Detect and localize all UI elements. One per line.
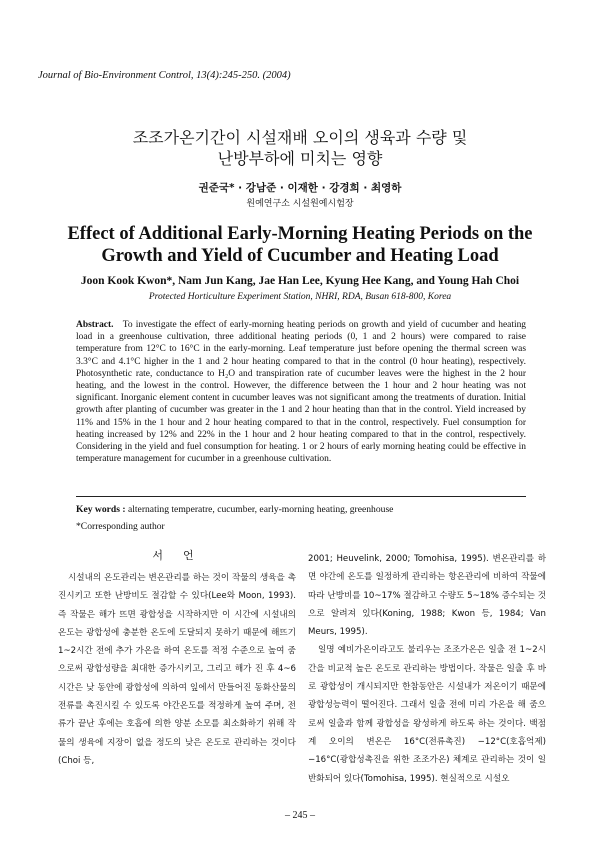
section-heading-introduction: 서언 bbox=[152, 549, 214, 562]
body-column-right bbox=[308, 550, 546, 788]
english-title-line1: Effect of Additional Early-Morning Heating Periods on the bbox=[67, 224, 533, 244]
korean-title-line1: 조조가온기간이 시설재배 오이의 생육과 수량 및 bbox=[132, 128, 468, 147]
keywords bbox=[76, 504, 536, 515]
english-title-line2: Growth and Yield of Cucumber and Heating Load bbox=[101, 246, 499, 266]
korean-title-line2: 난방부하에 미치는 영향 bbox=[217, 149, 383, 168]
english-affiliation: Protected Horticulture Experiment Station, NHRI, RDA, Busan 618-800, Korea bbox=[148, 292, 452, 302]
journal-citation: Journal of Bio-Environment Control, 13(4):245-250. (2004) bbox=[38, 70, 291, 81]
keywords-text: alternating temperatre, cucumber, early-morning heating, greenhouse bbox=[127, 504, 394, 515]
body-column-left: 시설내의 온도관리는 변온관리를 하는 것이 작물의 생육을 촉진시키고 또한 난방비도 절감할 수 있다(Lee와 Moon, 1993). 즉 작물은 해가 뜨면 광합성을 시작하지만 이 시간에 시설내의 온도는 광합성에 충분한 온도에 도달되지 못하기 때문에 해뜨기 1~2시간 전에 추가 가온을 하여 온도를 적정 수준으로 높여 줌으로써 광합성량을 최대한 증가시키고, 그리고 해가 진 후 4~6시간은 낮 동안에 광합성에 의하여 잎에서 만들어진 동화산물의 전류를 촉진시킬 수 있도록 야간온도를 적정하게 높여 주며, 전류가 끝난 후에는 호흡에 의한 양분 소모를 최소화하기 위해 작물의 생육에 지장이 없을 정도의 낮은 온도로 관리하는 것이다(Choi 등, bbox=[58, 573, 296, 766]
abstract-label: Abstract. bbox=[76, 320, 114, 330]
korean-authors: 권준국* · 강남준 · 이재한 · 강경희 · 최영하 bbox=[198, 182, 402, 194]
body-paragraph-right-2: 일명 예비가온이라고도 불리우는 조조가온은 일출 전 1~2시간을 비교적 높은 온도로 관리하는 방법이다. 작물은 일출 후 바로 광합성이 개시되지만 한참동안은 시설내가 저온이기 때문에 광합성능력이 떨어진다. 그래서 일출 전에 미리 가온을 해 줌으로써 일출과 함께 광합성을 왕성하게 하도록 하는 것이다. 백점계 오이의 변온은 16°C(전류촉진) −12°C(호흡억제) −16°C(광합성촉진을 위한 조조가온) 체계로 관리하는 것이 일반화되어 있다(Tomohisa, 1995). 현실적으로 시설오 bbox=[308, 645, 546, 784]
keywords-label: Key words : bbox=[76, 504, 126, 515]
page-number: – 245 – bbox=[285, 810, 315, 821]
corresponding-author-note: *Corresponding author bbox=[76, 521, 165, 532]
abstract bbox=[76, 319, 526, 465]
english-authors: Joon Kook Kwon*, Nam Jun Kang, Jae Han Lee, Kyung Hee Kang, and Young Hah Choi bbox=[80, 275, 520, 287]
abstract-text: To investigate the effect of early-morning heating periods on growth and yield of cucumber and heating load in a greenhouse cultivation, three additional heating periods (0, 1 and 2 hours) were compared to raise temperature from 12°C to 16°C in the early-morning. Leaf temperature just before opening the thermal screen was 3.3°C and 4.1°C higher in the 1 and 2 hour heating compared to that in the control (0 hour heating), respectively. Photosynthetic rate, conductance to H₂O and transpiration rate of cucumber leaves were the highest in the 2 hour heating, and the lowest in the control. However, the difference between the 1 hour and 2 hour heating was not significant. Inorganic element content in cucumber leaves was not significant among the treatments of duration. Initial growth after planting of cucumber was greater in the 1 and 2 hour heating than that in the control. Yield increased by 11% and 15% in the 1 hour and 2 hour heating compared to that in the control, respectively. Fuel consumption for heating increased by 12% and 22% in the 1 hour and 2 hour heating compared to that in the control, respectively. Considering in the yield and fuel consumption for heating. 1 or 2 hours of early morning heating could be effective in temperature management for cucumber in a greenhouse cultivation. bbox=[76, 320, 527, 465]
abstract-divider bbox=[76, 496, 526, 497]
korean-affiliation: 원예연구소 시설원예시험장 bbox=[246, 199, 354, 209]
body-paragraph-right-1: 2001; Heuvelink, 2000; Tomohisa, 1995). 변온관리를 하면 야간에 온도를 일정하게 관리하는 항온관리에 비하여 작물에 따라 난방비를 10~17% 절감하고 수량도 5~18% 증수되는 것으로 알려져 있다(Koning, 1988; Kwon 등, 1984; Van Meurs, 1995). bbox=[308, 554, 546, 638]
